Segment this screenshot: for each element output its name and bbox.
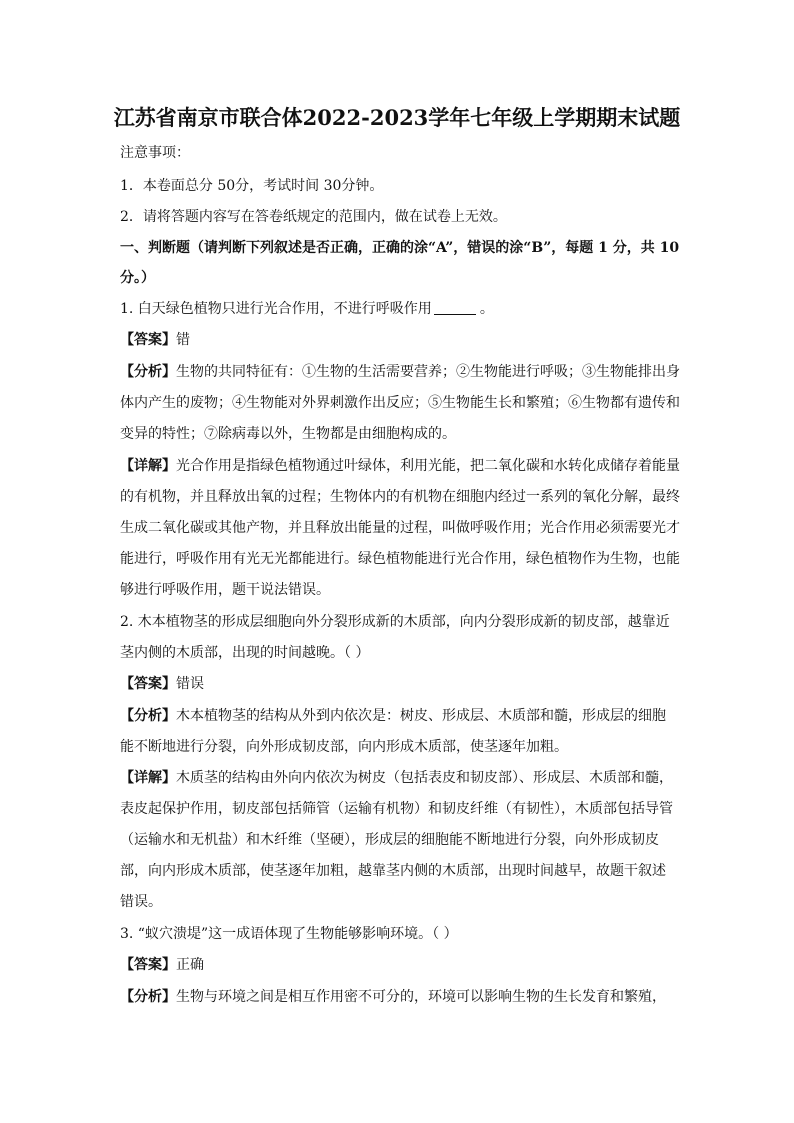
answer-label: 【答案】 bbox=[120, 332, 176, 348]
question-1-analysis-line-3: 变异的特性；⑦除病毒以外，生物都是由细胞构成的。 bbox=[120, 426, 456, 442]
question-1-detail-line-3: 生成二氧化碳或其他产物，并且释放出能量的过程，叫做呼吸作用；光合作用必须需要光才 bbox=[120, 520, 680, 536]
question-1-analysis-line-1 bbox=[120, 362, 680, 382]
notice-heading: 注意事项： bbox=[120, 145, 190, 161]
question-1-stem-text: 1. 白天绿色植物只进行光合作用，不进行呼吸作用 bbox=[120, 301, 432, 317]
analysis-text: 生物与环境之间是相互作用密不可分的，环境可以影响生物的生长发育和繁殖， bbox=[176, 989, 666, 1005]
question-2-detail-line-3: （运输水和无机盐）和木纤维（坚硬），形成层的细胞能不断地进行分裂，向外形成韧皮 bbox=[120, 832, 659, 848]
question-2-detail-line-4: 部，向内形成木质部，使茎逐年加粗，越靠茎内侧的木质部，出现时间越早，故题干叙述 bbox=[120, 863, 666, 879]
question-3-analysis-line-1 bbox=[120, 987, 680, 1007]
analysis-label: 【分析】 bbox=[120, 364, 176, 380]
detail-label: 【详解】 bbox=[120, 770, 176, 786]
analysis-text: 生物的共同特征有：①生物的生活需要营养；②生物能进行呼吸；③生物能排出身 bbox=[176, 364, 680, 380]
question-2-detail-line-2: 表皮起保护作用，韧皮部包括筛管（运输有机物）和韧皮纤维（有韧性），木质部包括导管 bbox=[120, 801, 673, 817]
detail-text: 光合作用是指绿色植物通过叶绿体，利用光能，把二氧化碳和水转化成储存着能量 bbox=[176, 458, 680, 474]
answer-label: 【答案】 bbox=[120, 676, 176, 692]
question-2-stem-line-2: 茎内侧的木质部，出现的时间越晚。（ ） bbox=[120, 645, 370, 661]
answer-text: 错 bbox=[176, 332, 190, 348]
analysis-label: 【分析】 bbox=[120, 708, 176, 724]
question-3-stem: 3. “蚁穴溃堤”这一成语体现了生物能够影响环境。（ ） bbox=[120, 926, 458, 942]
notice-item-2: 2．请将答题内容写在答卷纸规定的范围内，做在试卷上无效。 bbox=[120, 209, 507, 225]
detail-label: 【详解】 bbox=[120, 458, 176, 474]
answer-label: 【答案】 bbox=[120, 957, 176, 973]
document-title: 江苏省南京市联合体2022-2023学年七年级上学期期末试题 bbox=[113, 105, 681, 130]
question-1-detail-line-2: 的有机物，并且释放出氧的过程；生物体内的有机物在细胞内经过一系列的氧化分解，最终 bbox=[120, 489, 680, 505]
question-2-stem-line-1: 2. 木本植物茎的形成层细胞向外分裂形成新的木质部，向内分裂形成新的韧皮部，越靠近 bbox=[120, 614, 670, 630]
question-2-analysis-line-2: 能不断地进行分裂，向外形成韧皮部，向内形成木质部，使茎逐年加粗。 bbox=[120, 739, 568, 755]
question-1-detail-line-4: 能进行，呼吸作用有光无光都能进行。绿色植物能进行光合作用，绿色植物作为生物，也能 bbox=[120, 551, 680, 567]
analysis-text: 木本植物茎的结构从外到内依次是：树皮、形成层、木质部和髓，形成层的细胞 bbox=[176, 708, 666, 724]
answer-blank bbox=[434, 300, 476, 315]
notice-item-1: 1．本卷面总分 50分，考试时间 30分钟。 bbox=[120, 178, 384, 194]
section-heading-line1: 一、判断题（请判断下列叙述是否正确，正确的涂“A”，错误的涂“B”，每题 1 分，共 10 bbox=[120, 240, 680, 256]
question-2-detail-line-1 bbox=[120, 768, 680, 788]
question-1-analysis-line-2: 体内产生的废物；④生物能对外界刺激作出反应；⑤生物能生长和繁殖；⑥生物都有遗传和 bbox=[120, 395, 680, 411]
question-1-stem-end: 。 bbox=[479, 301, 494, 317]
answer-text: 错误 bbox=[176, 676, 204, 692]
question-2-answer bbox=[120, 674, 680, 694]
question-1-answer bbox=[120, 330, 680, 350]
question-2-analysis-line-1 bbox=[120, 706, 680, 726]
question-2-detail-line-5: 错误。 bbox=[120, 894, 162, 910]
question-1-detail-line-1 bbox=[120, 456, 680, 476]
question-1-detail-line-5: 够进行呼吸作用，题干说法错误。 bbox=[120, 582, 330, 598]
detail-text: 木质茎的结构由外向内依次为树皮（包括表皮和韧皮部）、形成层、木质部和髓， bbox=[176, 770, 673, 786]
answer-text: 正确 bbox=[176, 957, 204, 973]
question-3-answer bbox=[120, 955, 680, 975]
section-heading-line2: 分。） bbox=[120, 270, 155, 286]
question-1-stem bbox=[120, 299, 680, 319]
analysis-label: 【分析】 bbox=[120, 989, 176, 1005]
